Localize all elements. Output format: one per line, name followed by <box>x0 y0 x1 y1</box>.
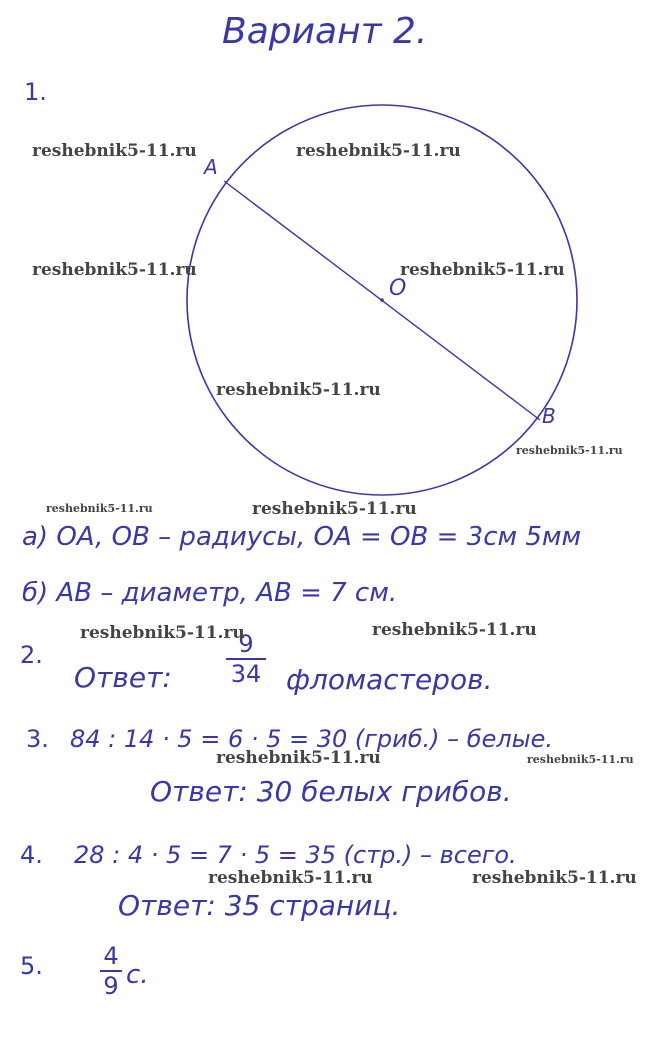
label-b: B <box>542 404 556 428</box>
watermark: reshebnik5-11.ru <box>472 868 637 888</box>
watermark: reshebnik5-11.ru <box>80 623 245 643</box>
task-5-fraction <box>100 944 122 998</box>
task-2-answer-prefix: Ответ: <box>74 661 172 694</box>
label-a: A <box>204 155 218 179</box>
watermark: reshebnik5-11.ru <box>216 380 381 400</box>
task-3-calc: 84 : 14 · 5 = 6 · 5 = 30 (гриб.) – белые. <box>70 725 554 753</box>
task-3-answer: Ответ: 30 белых грибов. <box>150 775 512 808</box>
watermark: reshebnik5-11.ru <box>208 868 373 888</box>
watermark: reshebnik5-11.ru <box>400 260 565 280</box>
watermark: reshebnik5-11.ru <box>296 141 461 161</box>
page-title: Вариант 2. <box>222 11 428 52</box>
task-5-unit: с. <box>126 960 149 990</box>
task-5-number: 5. <box>20 952 43 980</box>
label-o: O <box>389 276 407 301</box>
watermark: reshebnik5-11.ru <box>216 748 381 768</box>
task-5-numerator: 4 <box>103 942 119 970</box>
watermark: reshebnik5-11.ru <box>516 444 623 457</box>
watermark: reshebnik5-11.ru <box>372 620 537 640</box>
task-4-number: 4. <box>20 841 43 869</box>
watermark: reshebnik5-11.ru <box>527 753 634 766</box>
task-2-numerator: 9 <box>238 630 254 658</box>
task-3-number: 3. <box>26 725 49 753</box>
task-4-answer: Ответ: 35 страниц. <box>118 889 401 922</box>
watermark: reshebnik5-11.ru <box>46 502 153 515</box>
task-2-denominator: 34 <box>230 660 262 688</box>
task-5-denominator: 9 <box>103 972 119 1000</box>
task-1-number: 1. <box>24 78 47 106</box>
task-2-number: 2. <box>20 641 43 669</box>
task-1-line-b: б) AB – диаметр, AB = 7 см. <box>22 578 398 608</box>
task-4-calc: 28 : 4 · 5 = 7 · 5 = 35 (стр.) – всего. <box>74 841 517 869</box>
task-2-answer-suffix: фломастеров. <box>286 663 493 696</box>
task-1-line-a: а) OA, OB – радиусы, OA = OB = 3см 5мм <box>22 522 582 552</box>
watermark: reshebnik5-11.ru <box>32 141 197 161</box>
watermark: reshebnik5-11.ru <box>252 499 417 519</box>
center-point <box>380 298 384 302</box>
watermark: reshebnik5-11.ru <box>32 260 197 280</box>
